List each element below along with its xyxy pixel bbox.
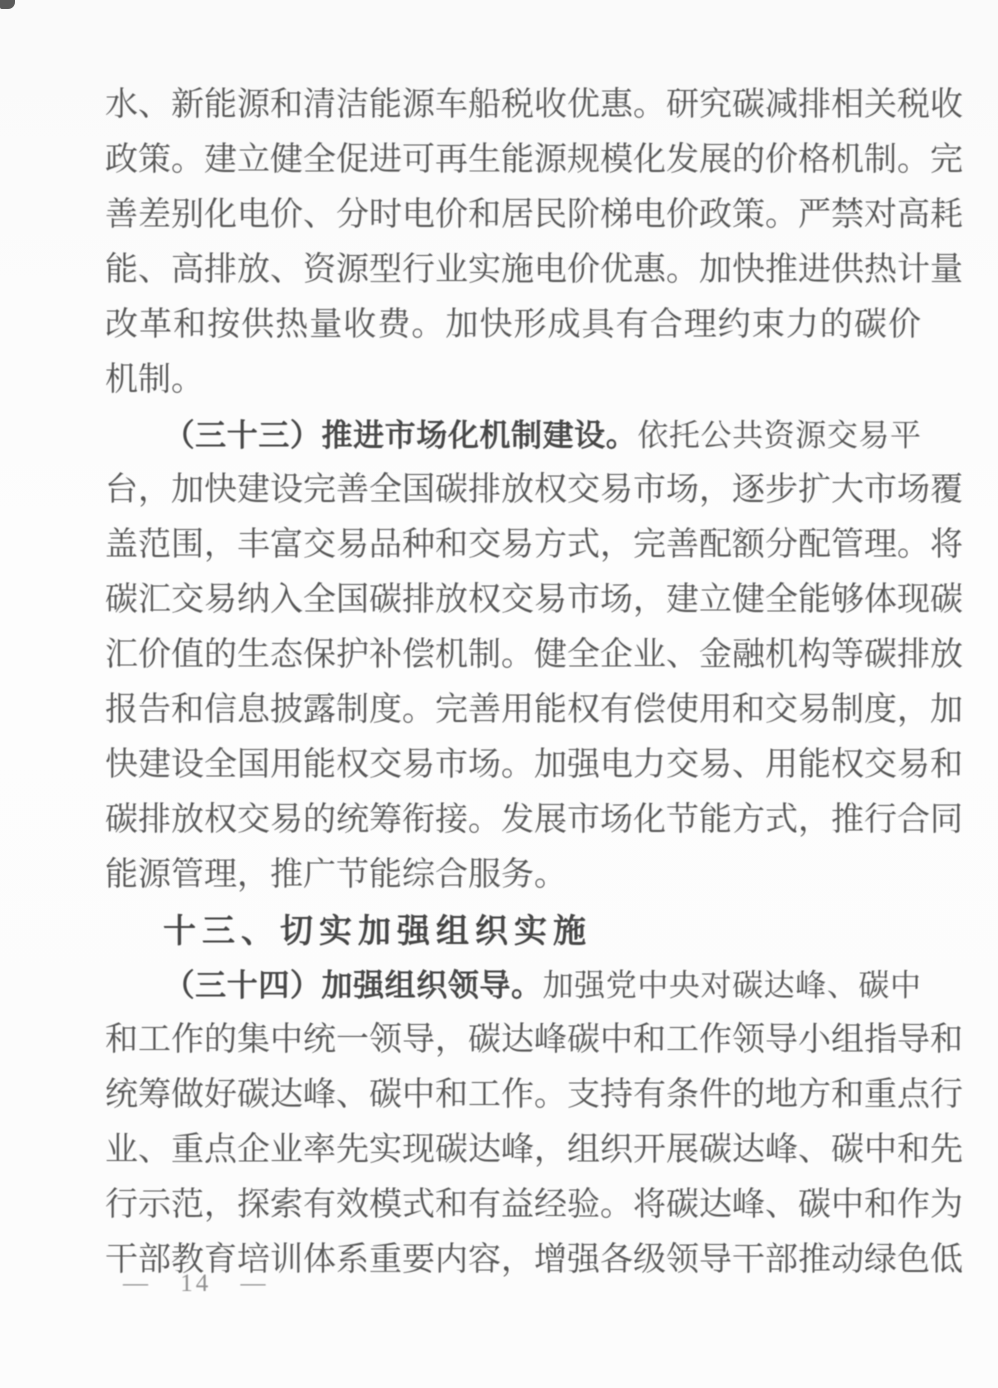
clause-title: （三十四）加强组织领导。 [163,968,543,1003]
text-line: 快建设全国用能权交易市场。加强电力交易、用能权交易和 [105,747,963,783]
text-line: 汇价值的生态保护补偿机制。健全企业、金融机构等碳排放 [105,637,963,673]
text-line: 碳汇交易纳入全国碳排放权交易市场，建立健全能够体现碳 [105,582,963,618]
paragraph-34-leadership [105,958,963,1288]
text-line: 改革和按供热量收费。加快形成具有合理约束力的碳价 [105,307,921,343]
text-line: 报告和信息披露制度。完善用能权有偿使用和交易制度，加 [105,692,963,728]
text-line: 台，加快建设完善全国碳排放权交易市场，逐步扩大市场覆 [105,472,963,508]
text-line: 统筹做好碳达峰、碳中和工作。支持有条件的地方和重点行 [105,1077,963,1113]
page-number: — 14 — [123,1270,269,1297]
paragraph-33-market-mechanism [105,408,963,903]
text-line: 善差别化电价、分时电价和居民阶梯电价政策。严禁对高耗 [105,197,963,233]
paragraph-tax-price-continuation [105,78,963,408]
text-line: （三十三）推进市场化机制建设。依托公共资源交易平 [163,418,922,453]
text-line: 干部教育培训体系重要内容，增强各级领导干部推动绿色低 [105,1242,963,1278]
text-line: 机制。 [105,362,204,398]
text-line: 能源管理，推广节能综合服务。 [105,857,567,893]
scan-artifact-smudge [0,0,15,9]
section-heading-13: 十三、切实加强组织实施 [163,912,592,949]
text-line: 政策。建立健全促进可再生能源规模化发展的价格机制。完 [105,142,963,178]
text-line: 水、新能源和清洁能源车船税收优惠。研究碳减排相关税收 [105,87,963,123]
text-line: 和工作的集中统一领导，碳达峰碳中和工作领导小组指导和 [105,1022,963,1058]
text-line: 行示范，探索有效模式和有益经验。将碳达峰、碳中和作为 [105,1187,963,1223]
text-line: 业、重点企业率先实现碳达峰，组织开展碳达峰、碳中和先 [105,1132,963,1168]
text-line: （三十四）加强组织领导。加强党中央对碳达峰、碳中 [163,968,922,1003]
text-line: 碳排放权交易的统筹衔接。发展市场化节能方式，推行合同 [105,802,963,838]
clause-title: （三十三）推进市场化机制建设。 [163,418,638,453]
text-line: 能、高排放、资源型行业实施电价优惠。加快推进供热计量 [105,252,963,288]
text-line: 盖范围，丰富交易品种和交易方式，完善配额分配管理。将 [105,527,963,563]
document-body [105,78,963,1288]
